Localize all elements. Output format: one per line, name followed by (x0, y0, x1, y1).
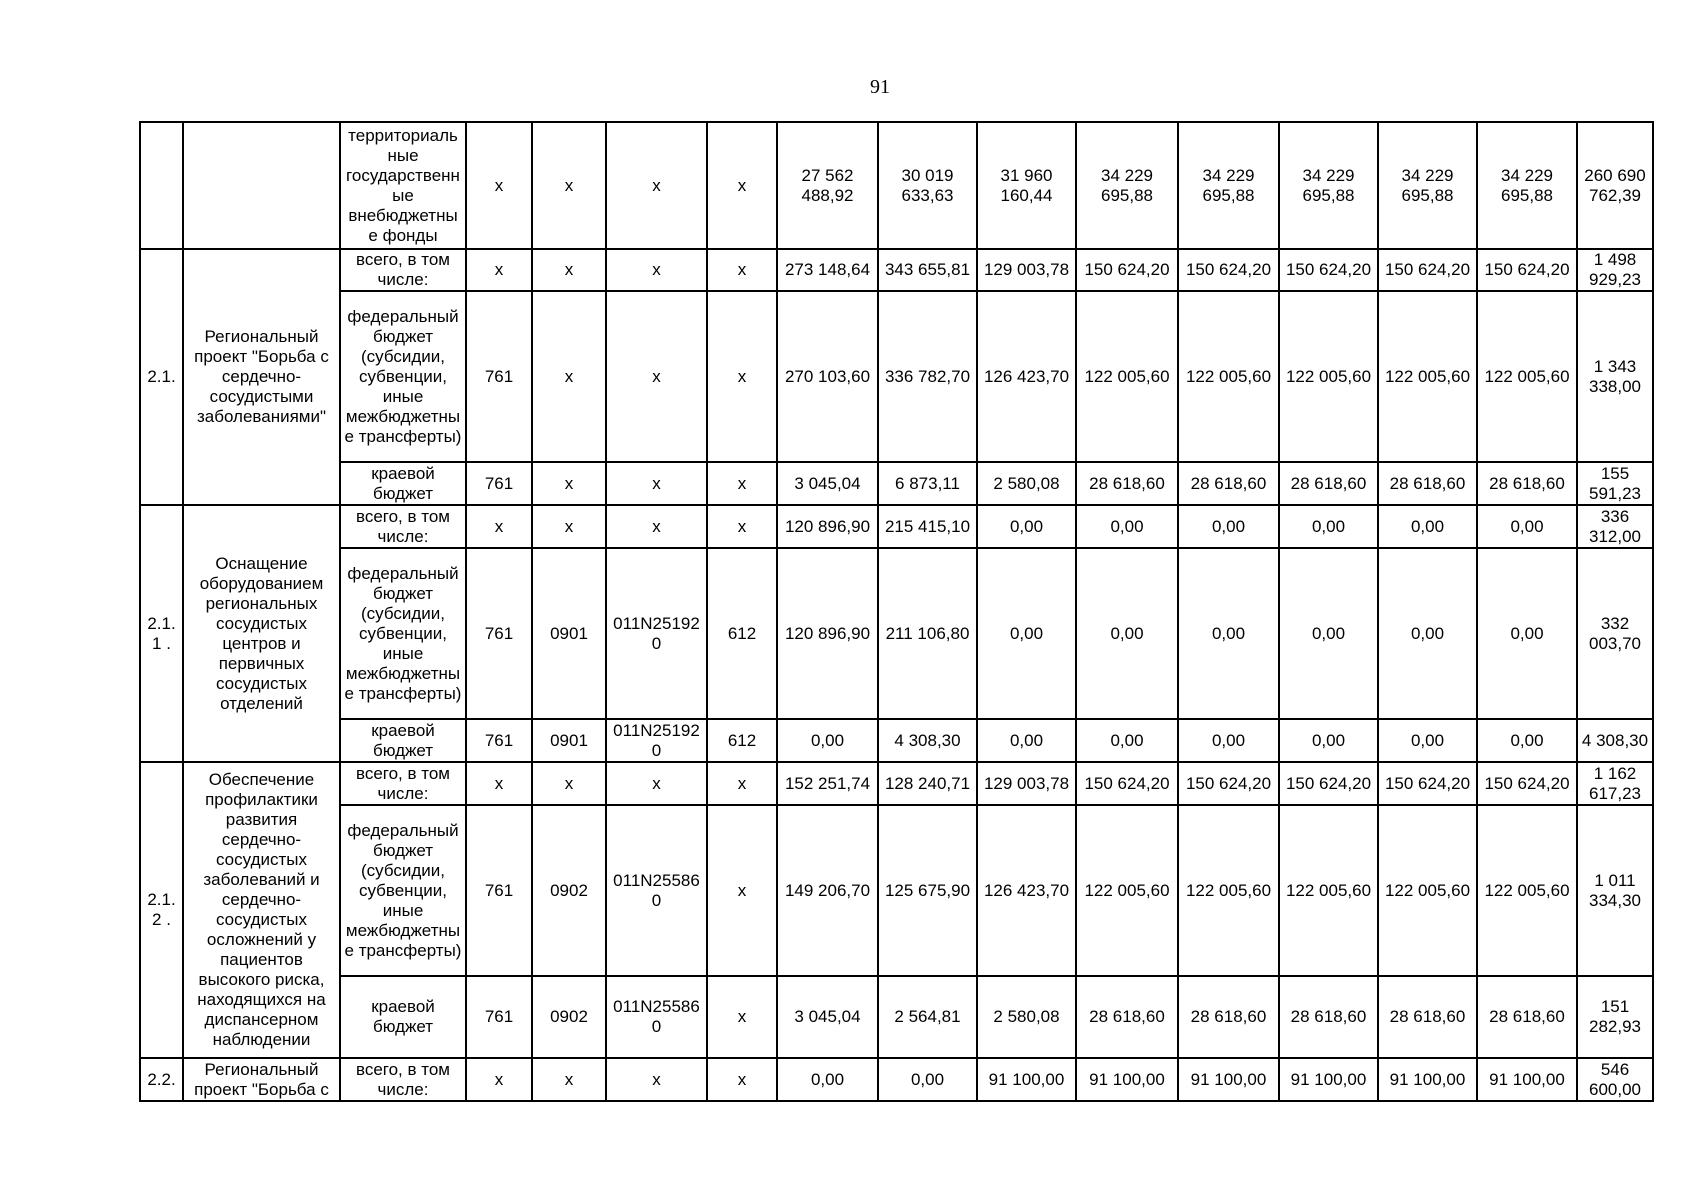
table-row (140, 976, 1653, 1058)
table-row (140, 505, 1653, 548)
value-cell: 126 423,70 (977, 291, 1076, 462)
total-cell: 332 003,70 (1577, 548, 1653, 719)
value-cell: 0,00 (977, 505, 1076, 548)
rzpr-cell: x (532, 1058, 606, 1101)
value-cell: 150 624,20 (1178, 249, 1279, 291)
funding-source-cell: краевой бюджет (340, 462, 466, 505)
total-cell: 151 282,93 (1577, 976, 1653, 1058)
funding-source-cell: всего, в том числе: (340, 249, 466, 291)
value-cell: 122 005,60 (1477, 291, 1577, 462)
table-row (140, 1058, 1653, 1101)
value-cell: 0,00 (1178, 505, 1279, 548)
vr-cell: x (707, 249, 777, 291)
grbs-cell: 761 (466, 719, 532, 762)
value-cell: 122 005,60 (1178, 805, 1279, 976)
table-row (140, 719, 1653, 762)
value-cell: 6 873,11 (878, 462, 977, 505)
rzpr-cell: x (532, 122, 606, 249)
vr-cell: x (707, 1058, 777, 1101)
value-cell: 0,00 (1477, 719, 1577, 762)
value-cell: 0,00 (977, 719, 1076, 762)
value-cell: 91 100,00 (1378, 1058, 1477, 1101)
value-cell: 149 206,70 (777, 805, 878, 976)
value-cell: 150 624,20 (1178, 762, 1279, 805)
funding-source-cell: федеральный бюджет (субсидии, субвенции, иные межбюджетны е трансферты) (340, 291, 466, 462)
value-cell: 91 100,00 (1178, 1058, 1279, 1101)
csr-cell: x (606, 122, 707, 249)
vr-cell: x (707, 762, 777, 805)
value-cell: 2 564,81 (878, 976, 977, 1058)
event-name-cell: Региональный проект "Борьба с (183, 1058, 340, 1101)
csr-cell: x (606, 249, 707, 291)
csr-cell: x (606, 462, 707, 505)
value-cell: 0,00 (1076, 719, 1178, 762)
value-cell: 28 618,60 (1178, 976, 1279, 1058)
value-cell: 28 618,60 (1178, 462, 1279, 505)
value-cell: 122 005,60 (1477, 805, 1577, 976)
vr-cell: x (707, 805, 777, 976)
value-cell: 91 100,00 (1076, 1058, 1178, 1101)
page-number: 91 (870, 76, 890, 98)
value-cell: 120 896,90 (777, 548, 878, 719)
grbs-cell: x (466, 122, 532, 249)
funding-source-cell: федеральный бюджет (субсидии, субвенции, иные межбюджетны е трансферты) (340, 805, 466, 976)
event-name-cell (183, 122, 340, 249)
value-cell: 91 100,00 (977, 1058, 1076, 1101)
value-cell: 150 624,20 (1279, 762, 1378, 805)
vr-cell: x (707, 122, 777, 249)
value-cell: 2 580,08 (977, 976, 1076, 1058)
value-cell: 27 562 488,92 (777, 122, 878, 249)
funding-source-cell: всего, в том числе: (340, 762, 466, 805)
value-cell: 122 005,60 (1279, 291, 1378, 462)
value-cell: 122 005,60 (1378, 805, 1477, 976)
value-cell: 34 229 695,88 (1076, 122, 1178, 249)
value-cell: 150 624,20 (1076, 249, 1178, 291)
csr-cell: x (606, 762, 707, 805)
value-cell: 273 148,64 (777, 249, 878, 291)
grbs-cell: 761 (466, 462, 532, 505)
funding-source-cell: территориаль ные государственн ые внебюджетны е фонды (340, 122, 466, 249)
value-cell: 128 240,71 (878, 762, 977, 805)
total-cell: 1 011 334,30 (1577, 805, 1653, 976)
value-cell: 125 675,90 (878, 805, 977, 976)
total-cell: 1 343 338,00 (1577, 291, 1653, 462)
rzpr-cell: 0902 (532, 805, 606, 976)
value-cell: 336 782,70 (878, 291, 977, 462)
grbs-cell: 761 (466, 548, 532, 719)
table-row (140, 122, 1653, 249)
grbs-cell: x (466, 505, 532, 548)
value-cell: 0,00 (1178, 719, 1279, 762)
table-row (140, 462, 1653, 505)
value-cell: 270 103,60 (777, 291, 878, 462)
funding-source-cell: всего, в том числе: (340, 1058, 466, 1101)
value-cell: 0,00 (1076, 548, 1178, 719)
rzpr-cell: 0901 (532, 719, 606, 762)
row-number-cell: 2.1.1 . (140, 505, 183, 762)
value-cell: 28 618,60 (1378, 462, 1477, 505)
value-cell: 343 655,81 (878, 249, 977, 291)
value-cell: 152 251,74 (777, 762, 878, 805)
table-row (140, 805, 1653, 976)
total-cell: 546 600,00 (1577, 1058, 1653, 1101)
value-cell: 129 003,78 (977, 762, 1076, 805)
value-cell: 28 618,60 (1076, 462, 1178, 505)
rzpr-cell: 0901 (532, 548, 606, 719)
csr-cell: 011N251920 (606, 548, 707, 719)
event-name-cell: Обеспечение профилактики развития сердечно-сосудистых заболеваний и сердечно-сосудистых осложнений у пациентов высокого риска, находящихся на диспансерном наблюдении (183, 762, 340, 1058)
total-cell: 260 690 762,39 (1577, 122, 1653, 249)
csr-cell: 011N255860 (606, 976, 707, 1058)
value-cell: 150 624,20 (1378, 762, 1477, 805)
funding-source-cell: федеральный бюджет (субсидии, субвенции, иные межбюджетны е трансферты) (340, 548, 466, 719)
value-cell: 211 106,80 (878, 548, 977, 719)
rzpr-cell: x (532, 505, 606, 548)
value-cell: 31 960 160,44 (977, 122, 1076, 249)
row-number-cell (140, 122, 183, 249)
rzpr-cell: 0902 (532, 976, 606, 1058)
value-cell: 30 019 633,63 (878, 122, 977, 249)
value-cell: 150 624,20 (1076, 762, 1178, 805)
value-cell: 150 624,20 (1477, 762, 1577, 805)
value-cell: 215 415,10 (878, 505, 977, 548)
rzpr-cell: x (532, 249, 606, 291)
value-cell: 4 308,30 (878, 719, 977, 762)
table-row (140, 291, 1653, 462)
table-row (140, 249, 1653, 291)
value-cell: 3 045,04 (777, 462, 878, 505)
value-cell: 122 005,60 (1076, 291, 1178, 462)
value-cell: 2 580,08 (977, 462, 1076, 505)
value-cell: 0,00 (1076, 505, 1178, 548)
csr-cell: x (606, 505, 707, 548)
value-cell: 34 229 695,88 (1378, 122, 1477, 249)
rzpr-cell: x (532, 462, 606, 505)
row-number-cell: 2.2. (140, 1058, 183, 1101)
vr-cell: x (707, 505, 777, 548)
value-cell: 122 005,60 (1279, 805, 1378, 976)
value-cell: 28 618,60 (1279, 462, 1378, 505)
value-cell: 91 100,00 (1279, 1058, 1378, 1101)
total-cell: 336 312,00 (1577, 505, 1653, 548)
value-cell: 0,00 (1178, 548, 1279, 719)
grbs-cell: 761 (466, 291, 532, 462)
value-cell: 129 003,78 (977, 249, 1076, 291)
table-row (140, 548, 1653, 719)
value-cell: 0,00 (1279, 719, 1378, 762)
value-cell: 150 624,20 (1279, 249, 1378, 291)
event-name-cell: Региональный проект "Борьба с сердечно-сосудистыми заболеваниями" (183, 249, 340, 505)
value-cell: 122 005,60 (1378, 291, 1477, 462)
value-cell: 0,00 (1378, 548, 1477, 719)
row-number-cell: 2.1. (140, 249, 183, 505)
grbs-cell: x (466, 1058, 532, 1101)
value-cell: 122 005,60 (1178, 291, 1279, 462)
vr-cell: x (707, 291, 777, 462)
total-cell: 4 308,30 (1577, 719, 1653, 762)
total-cell: 1 498 929,23 (1577, 249, 1653, 291)
value-cell: 34 229 695,88 (1279, 122, 1378, 249)
grbs-cell: 761 (466, 976, 532, 1058)
value-cell: 34 229 695,88 (1178, 122, 1279, 249)
value-cell: 0,00 (1378, 505, 1477, 548)
value-cell: 126 423,70 (977, 805, 1076, 976)
value-cell: 28 618,60 (1477, 976, 1577, 1058)
value-cell: 28 618,60 (1477, 462, 1577, 505)
value-cell: 34 229 695,88 (1477, 122, 1577, 249)
vr-cell: 612 (707, 719, 777, 762)
value-cell: 0,00 (1378, 719, 1477, 762)
value-cell: 91 100,00 (1477, 1058, 1577, 1101)
vr-cell: x (707, 976, 777, 1058)
value-cell: 0,00 (977, 548, 1076, 719)
value-cell: 120 896,90 (777, 505, 878, 548)
value-cell: 28 618,60 (1378, 976, 1477, 1058)
value-cell: 0,00 (777, 1058, 878, 1101)
grbs-cell: x (466, 762, 532, 805)
value-cell: 150 624,20 (1378, 249, 1477, 291)
value-cell: 122 005,60 (1076, 805, 1178, 976)
total-cell: 1 162 617,23 (1577, 762, 1653, 805)
value-cell: 0,00 (1279, 505, 1378, 548)
value-cell: 0,00 (1477, 548, 1577, 719)
funding-source-cell: всего, в том числе: (340, 505, 466, 548)
value-cell: 0,00 (777, 719, 878, 762)
value-cell: 3 045,04 (777, 976, 878, 1058)
table-row (140, 762, 1653, 805)
total-cell: 155 591,23 (1577, 462, 1653, 505)
row-number-cell: 2.1.2 . (140, 762, 183, 1058)
value-cell: 28 618,60 (1279, 976, 1378, 1058)
rzpr-cell: x (532, 291, 606, 462)
grbs-cell: x (466, 249, 532, 291)
csr-cell: x (606, 1058, 707, 1101)
value-cell: 0,00 (1477, 505, 1577, 548)
csr-cell: x (606, 291, 707, 462)
funding-source-cell: краевой бюджет (340, 976, 466, 1058)
funding-source-cell: краевой бюджет (340, 719, 466, 762)
event-name-cell: Оснащение оборудованием региональных сосудистых центров и первичных сосудистых отделений (183, 505, 340, 762)
vr-cell: x (707, 462, 777, 505)
grbs-cell: 761 (466, 805, 532, 976)
budget-table (139, 121, 1654, 1102)
vr-cell: 612 (707, 548, 777, 719)
value-cell: 150 624,20 (1477, 249, 1577, 291)
value-cell: 28 618,60 (1076, 976, 1178, 1058)
value-cell: 0,00 (1279, 548, 1378, 719)
csr-cell: 011N251920 (606, 719, 707, 762)
value-cell: 0,00 (878, 1058, 977, 1101)
csr-cell: 011N255860 (606, 805, 707, 976)
rzpr-cell: x (532, 762, 606, 805)
